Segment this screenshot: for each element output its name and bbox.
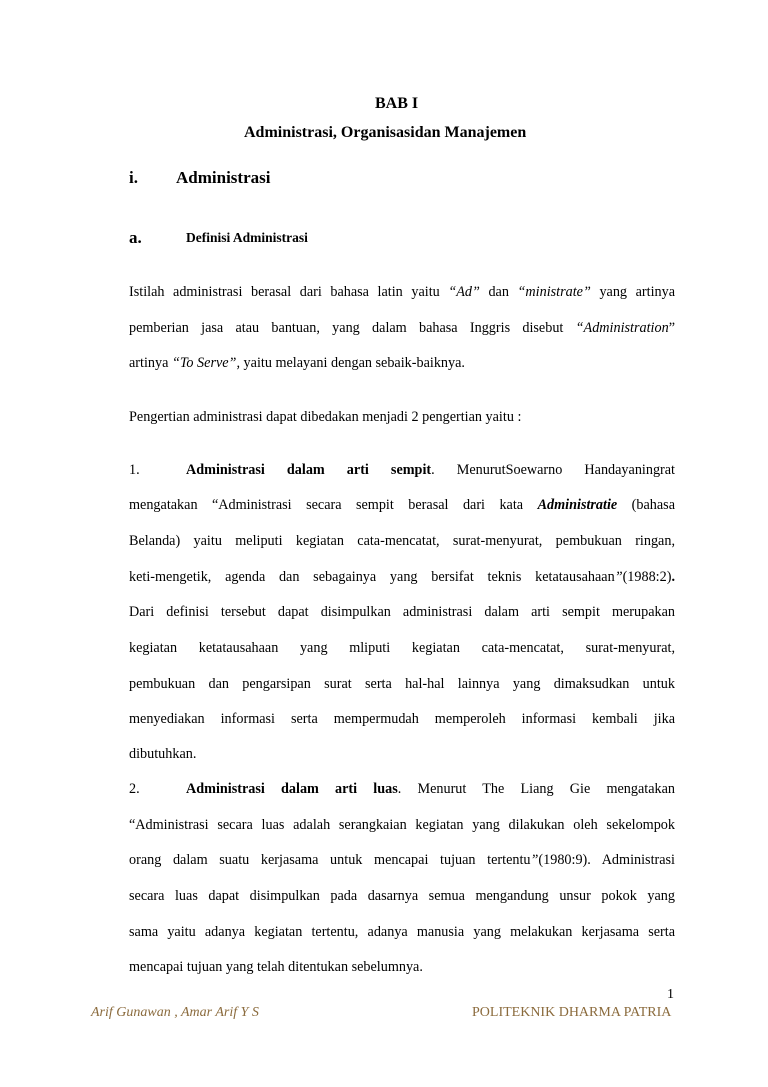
chapter-label: BAB I [375, 95, 419, 112]
item-2-line-4: secara luas dapat disimpulkan pada dasarnya semua mengandung unsur pokok yang [129, 888, 675, 904]
item-1-line-3: Belanda) yaitu meliputi kegiatan cata-mencatat, surat-menyurat, pembukuan ringan, [129, 533, 675, 549]
section-title: Administrasi [176, 168, 271, 187]
intro-line-3: artinya “To Serve”, yaitu melayani dengan sebaik-baiknya. [129, 355, 465, 371]
item-2-line-5: sama yaitu adanya kegiatan tertentu, adanya manusia yang melakukan kerjasama serta [129, 924, 675, 940]
item-2-line-6: mencapai tujuan yang telah ditentukan sebelumnya. [129, 959, 423, 975]
item-1-line-4: keti-mengetik, agenda dan sebagainya yang bersifat teknis ketatausahaan”(1988:2). [129, 569, 675, 585]
item-1-line-7: pembukuan dan pengarsipan surat serta hal-hal lainnya yang dimaksudkan untuk [129, 676, 675, 692]
pengertian-text: Pengertian administrasi dapat dibedakan menjadi 2 pengertian yaitu : [129, 409, 522, 425]
chapter-title: Administrasi, Organisasidan Manajemen [244, 124, 527, 141]
footer-institution: POLITEKNIK DHARMA PATRIA [472, 1005, 672, 1020]
item-1-number: 1. [129, 462, 140, 478]
item-1-line-8: menyediakan informasi serta mempermudah memperoleh informasi kembali jika [129, 711, 675, 727]
subsection-title: Definisi Administrasi [186, 230, 308, 245]
item-2-line-3: orang dalam suatu kerjasama untuk mencapai tujuan tertentu”(1980:9). Administrasi [129, 852, 675, 868]
item-1-line-5: Dari definisi tersebut dapat disimpulkan administrasi dalam arti sempit merupakan [129, 604, 675, 620]
section-number: i. [129, 168, 138, 187]
intro-line-1: Istilah administrasi berasal dari bahasa latin yaitu “Ad” dan “ministrate” yang artinya [129, 284, 675, 300]
footer-authors: Arif Gunawan , Amar Arif Y S [91, 1005, 259, 1020]
subsection-letter: a. [129, 228, 142, 247]
item-2-number: 2. [129, 781, 140, 797]
item-2-line-1: Administrasi dalam arti luas. Menurut The Liang Gie mengatakan [186, 781, 675, 797]
item-2-line-2: “Administrasi secara luas adalah serangkaian kegiatan yang dilakukan oleh sekelompok [129, 817, 675, 833]
item-1-line-9: dibutuhkan. [129, 746, 197, 762]
item-1-line-2: mengatakan “Administrasi secara sempit berasal dari kata Administratie (bahasa [129, 497, 676, 513]
item-1-line-1: Administrasi dalam arti sempit. MenurutSoewarno Handayaningrat [186, 462, 676, 478]
page-number: 1 [667, 987, 674, 1002]
item-1-line-6: kegiatan ketatausahaan yang mliputi kegiatan cata-mencatat, surat-menyurat, [129, 640, 675, 656]
intro-line-2: pemberian jasa atau bantuan, yang dalam bahasa Inggris disebut “Administration” [129, 320, 675, 336]
